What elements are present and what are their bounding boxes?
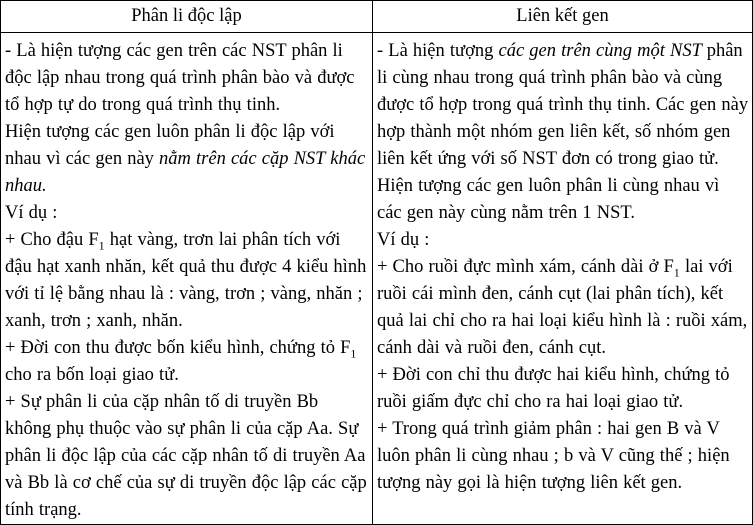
text-run: hạt vàng, trơn lai phân tích với đậu hạt xanh nhăn, kết quả thu được 4 kiểu hình với tỉ lệ bằng nhau là : vàng, trơn ; vàng, nhăn ; xanh, trơn ; xanh, nhăn. [5,230,367,331]
paragraph [5,227,369,335]
cell-gene-linkage [373,33,753,525]
paragraph [5,200,369,227]
subscript-text: 1 [673,265,680,280]
italic-text: nằm trên các cặp NST khác nhau. [5,149,366,196]
text-run: Ví dụ : [5,203,58,223]
paragraph [377,362,749,416]
paragraph [377,38,749,173]
paragraph [5,389,369,524]
body-row [1,33,753,525]
text-run: Hiện tượng các gen luôn phân li cùng nhau vì các gen này cùng nằm trên 1 NST. [377,176,720,223]
text-run: cho ra bốn loại giao tử. [5,365,179,385]
paragraph [377,254,749,362]
text-run: lai với ruồi cái mình đen, cánh cụt (lai phân tích), kết quả lai chỉ cho ra hai loại kiểu hình là : ruồi xám, cánh dài và ruồi đen, cánh cụt. [377,257,748,358]
text-run: Hiện tượng các gen luôn phân li độc lập với nhau vì các gen này [5,122,335,169]
column-header-independent-assortment: Phân li độc lập [1,1,373,33]
paragraph [5,119,369,200]
text-run: phân li cùng nhau trong quá trình phân bào và cùng được tổ hợp trong quá trình thụ tinh. Các gen này hợp thành một nhóm gen liên kết, số nhóm gen liên kết ứng với số NST đơn có trong giao tử. [377,41,749,169]
subscript-text: 1 [350,346,357,361]
text-run: + Đời con thu được bốn kiểu hình, chứng tỏ F [5,338,351,358]
text-run: - Là hiện tượng [377,41,499,61]
text-run: + Đời con chỉ thu được hai kiểu hình, chứng tỏ ruồi giấm đực chỉ cho ra hai loại giao tử. [377,365,730,412]
paragraph [377,416,749,497]
header-row [1,1,753,33]
italic-text: các gen trên cùng một NST [498,41,707,61]
text-run: Ví dụ : [377,230,430,250]
text-run: + Trong quá trình giảm phân : hai gen B và V luôn phân li cùng nhau ; b và V cũng thế ; hiện tượng này gọi là hiện tượng liên kết gen. [377,419,730,493]
cell-independent-assortment [1,33,373,525]
column-header-gene-linkage: Liên kết gen [373,1,753,33]
subscript-text: 1 [98,238,105,253]
text-run: + Cho đậu F [5,230,99,250]
text-run: + Cho ruồi đực mình xám, cánh dài ở F [377,257,674,277]
paragraph [377,173,749,227]
paragraph [5,335,369,389]
paragraph [377,227,749,254]
text-run: + Sự phân li của cặp nhân tố di truyền Bb không phụ thuộc vào sự phân li của cặp Aa. Sự phân li độc lập của các cặp nhân tố di truyền Aa và Bb là cơ chế của sự di truyền độc lập các cặp tính trạng. [5,392,367,520]
text-run: - Là hiện tượng các gen trên các NST phân li độc lập nhau trong quá trình phân bào và được tổ hợp tự do trong quá trình thụ tinh. [5,41,355,115]
paragraph [5,38,369,119]
